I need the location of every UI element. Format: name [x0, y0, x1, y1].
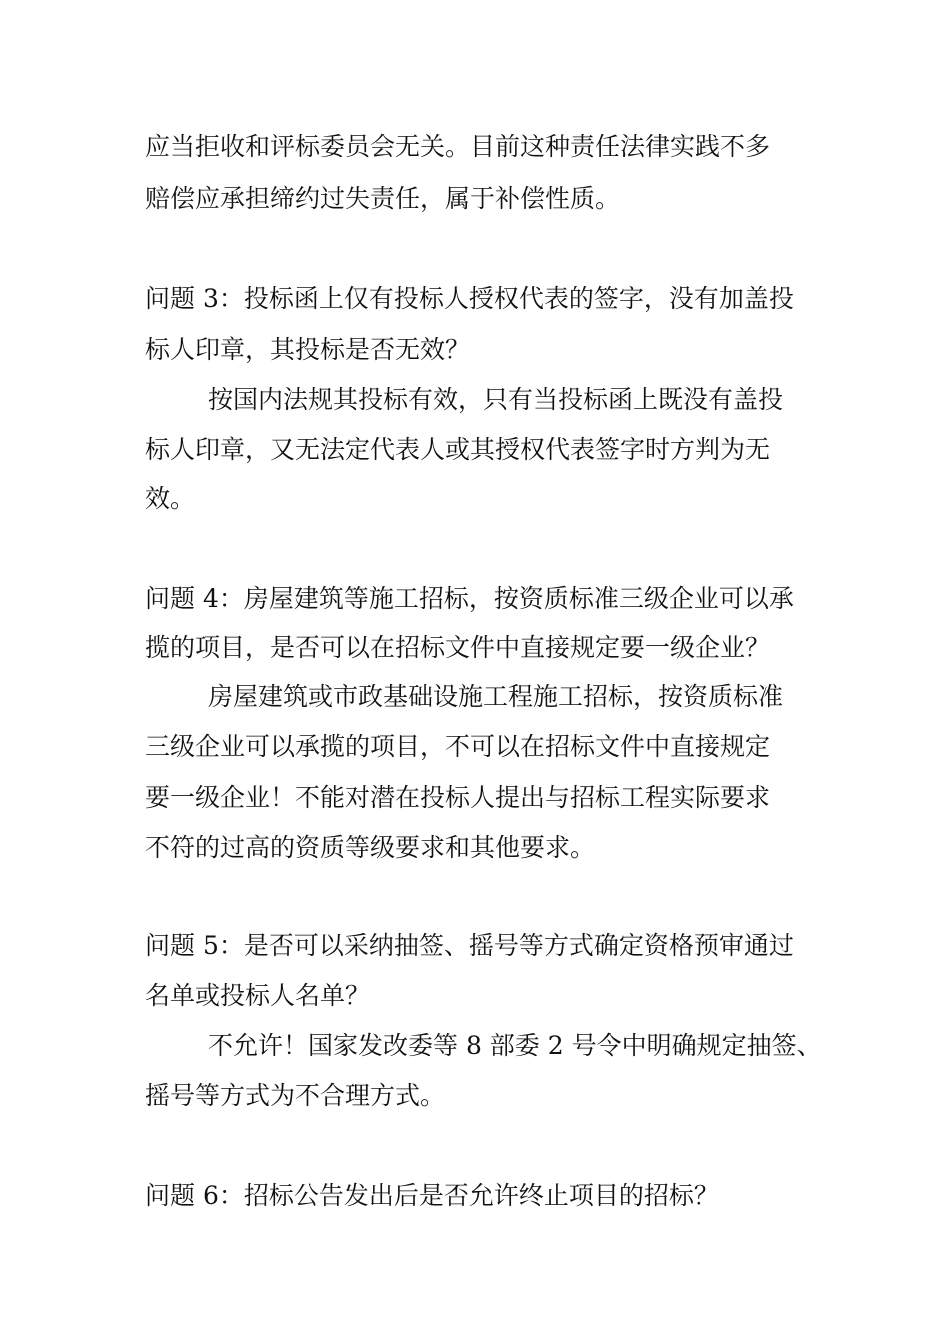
answer-text-line: 房屋建筑或市政基础设施工程施工招标，按资质标准	[208, 682, 784, 711]
answer-text-line: 摇号等方式为不合理方式。	[145, 1081, 446, 1110]
body-text-line: 应当拒收和评标委员会无关。目前这种责任法律实践不多	[145, 132, 771, 161]
answer-text-line: 效。	[145, 484, 196, 513]
answer-text-line: 不允许！国家发改委等 8 部委 2 号令中明确规定抽签、	[208, 1031, 822, 1060]
answer-text-line: 不符的过高的资质等级要求和其他要求。	[145, 833, 596, 862]
answer-text-line: 按国内法规其投标有效，只有当投标函上既没有盖投	[208, 385, 784, 414]
question-heading: 问题 4：房屋建筑等施工招标，按资质标准三级企业可以承	[145, 584, 794, 613]
answer-text-line: 要一级企业！不能对潜在投标人提出与招标工程实际要求	[145, 783, 771, 812]
answer-text-line: 三级企业可以承揽的项目，不可以在招标文件中直接规定	[145, 732, 771, 761]
question-heading: 问题 3：投标函上仅有投标人授权代表的签字，没有加盖投	[145, 284, 794, 313]
question-heading: 名单或投标人名单？	[145, 981, 371, 1010]
body-text-line: 赔偿应承担缔约过失责任，属于补偿性质。	[145, 184, 621, 213]
question-heading: 标人印章，其投标是否无效？	[145, 335, 471, 364]
question-heading: 揽的项目，是否可以在招标文件中直接规定要一级企业？	[145, 633, 771, 662]
question-heading: 问题 5：是否可以采纳抽签、摇号等方式确定资格预审通过	[145, 931, 794, 960]
answer-text-line: 标人印章，又无法定代表人或其授权代表签字时方判为无	[145, 435, 771, 464]
question-heading: 问题 6：招标公告发出后是否允许终止项目的招标？	[145, 1181, 719, 1210]
